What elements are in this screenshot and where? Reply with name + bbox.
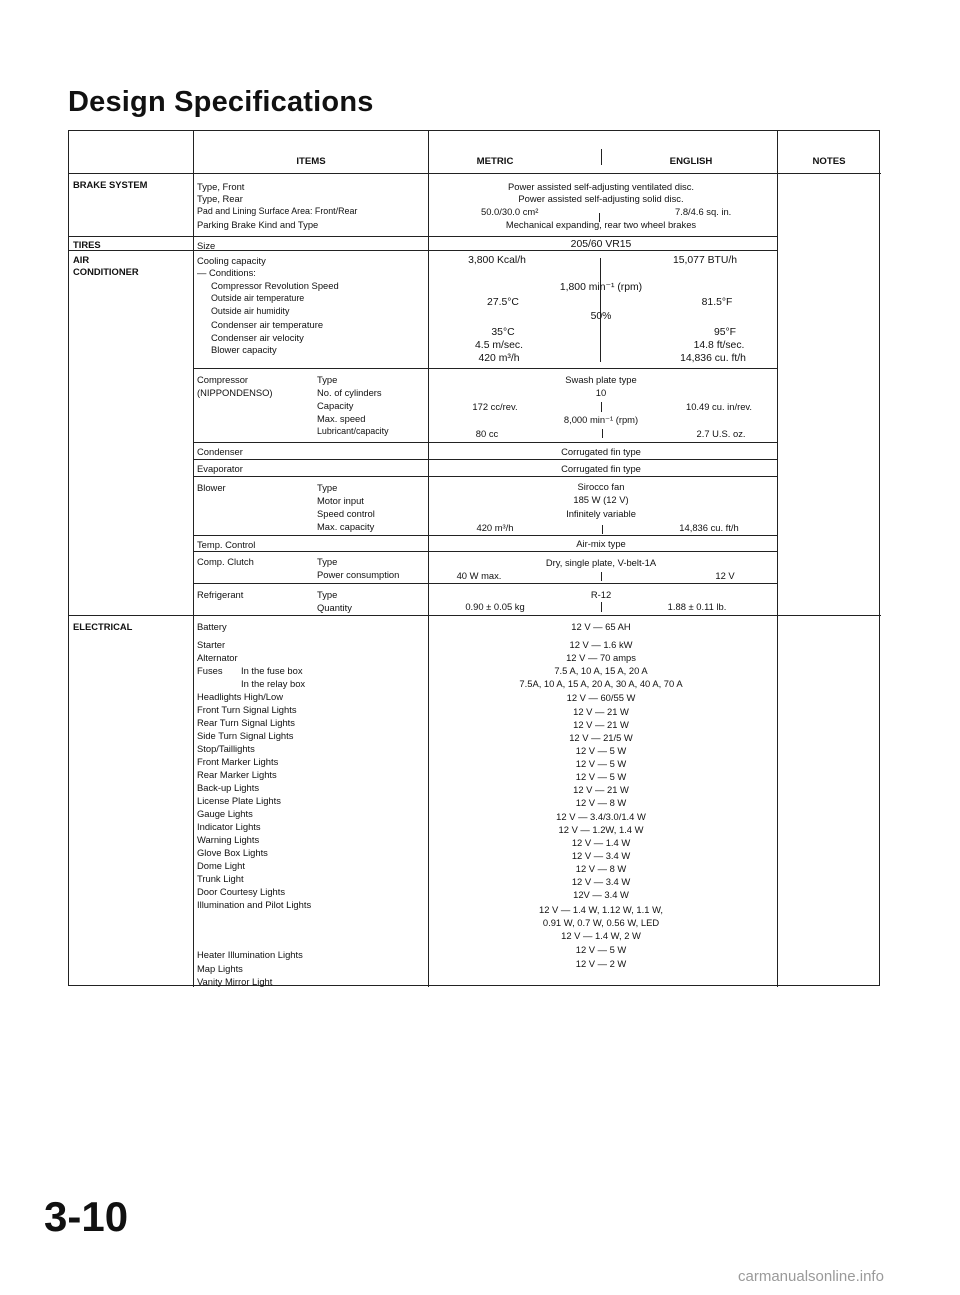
value-cell: 8,000 min⁻¹ (rpm) (563, 414, 639, 425)
metric-value: 420 m³/h (478, 353, 520, 364)
item-label: Compressor Revolution Speed (211, 280, 339, 291)
item-label: Fuses (197, 665, 223, 676)
english-value: 95°F (713, 327, 737, 338)
metric-value: 172 cc/rev. (472, 401, 518, 412)
electrical-item-label: Stop/Taillights (197, 743, 255, 754)
electrical-value: 12 V — 3.4 W (571, 850, 631, 861)
english-value: 12 V (715, 570, 735, 581)
metric-value: 40 W max. (456, 570, 502, 581)
electrical-item-label: Glove Box Lights (197, 847, 268, 858)
electrical-value: 12 V — 5 W (575, 745, 627, 756)
electrical-item-label: Illumination and Pilot Lights (197, 899, 312, 910)
spec-table (68, 130, 880, 986)
value-cell: R-12 (590, 589, 612, 600)
section-tires: TIRES (73, 239, 101, 250)
electrical-value: 12 V — 8 W (575, 797, 627, 808)
electrical-item-label: Side Turn Signal Lights (197, 730, 294, 741)
section-air-conditioner: AIR CONDITIONER (73, 254, 139, 277)
english-value: 7.8/4.6 sq. in. (675, 206, 732, 217)
item-label: Starter (197, 639, 226, 650)
item-label: Outside air humidity (211, 306, 290, 316)
sub-item-label: Capacity (317, 400, 354, 411)
electrical-item-label: Back-up Lights (197, 782, 260, 793)
value-cell: 185 W (12 V) (573, 494, 629, 505)
section-electrical: ELECTRICAL (73, 621, 133, 632)
row-divider (69, 615, 881, 616)
electrical-value: 12 V — 5 W (575, 758, 627, 769)
electrical-value: 12 V — 21/5 W (569, 732, 633, 743)
item-label: Evaporator (197, 463, 243, 474)
electrical-item-label: Rear Turn Signal Lights (197, 717, 295, 728)
value-cell: 205/60 VR15 (570, 239, 632, 250)
column-divider (428, 131, 429, 987)
row-divider (193, 476, 777, 477)
electrical-value: 7.5 A, 10 A, 15 A, 20 A (554, 665, 648, 676)
electrical-value: 12 V — 8 W (575, 863, 627, 874)
row-divider (193, 442, 777, 443)
sub-item-label: Lubricant/capacity (317, 426, 389, 436)
item-label: Refrigerant (197, 589, 244, 600)
value-cell: Corrugated fin type (561, 463, 641, 474)
metric-value: 80 cc (475, 428, 499, 439)
item-label: Parking Brake Kind and Type (197, 219, 319, 230)
sub-item-label: Power consumption (317, 569, 400, 580)
electrical-item-label: Warning Lights (197, 834, 260, 845)
column-divider (193, 131, 194, 987)
item-label: (NIPPONDENSO) (197, 387, 273, 398)
electrical-value: 7.5A, 10 A, 15 A, 20 A, 30 A, 40 A, 70 A (519, 678, 683, 689)
column-divider (601, 149, 602, 165)
page-title: Design Specifications (68, 86, 374, 118)
item-label: Compressor (197, 374, 249, 385)
metric-value: 0.90 ± 0.05 kg (465, 601, 525, 612)
split-mark (601, 572, 602, 581)
electrical-item-label: Rear Marker Lights (197, 769, 277, 780)
sub-item-label: Type (317, 556, 338, 567)
metric-value: 420 m³/h (476, 522, 514, 533)
sub-item-label: Quantity (317, 602, 352, 613)
electrical-value: 12 V — 1.4 W (571, 837, 631, 848)
electrical-item-label: Front Turn Signal Lights (197, 704, 297, 715)
sub-item-label: Speed control (317, 508, 375, 519)
split-mark (602, 429, 603, 438)
value-cell: Swash plate type (565, 374, 637, 385)
item-label: Type, Front (197, 181, 245, 192)
electrical-item-label: Gauge Lights (197, 808, 253, 819)
row-divider (193, 551, 777, 552)
item-label: Battery (197, 621, 227, 632)
item-label: Heater Illumination Lights (197, 949, 303, 960)
item-label: Condenser (197, 446, 243, 457)
watermark: carmanualsonline.info (738, 1268, 884, 1285)
row-divider (193, 368, 777, 369)
value-cell: Power assisted self-adjusting solid disc. (518, 193, 684, 204)
item-label: Alternator (197, 652, 238, 663)
electrical-value: 12 V — 21 W (573, 706, 629, 717)
row-divider (69, 250, 777, 251)
header-notes: NOTES (812, 156, 846, 167)
electrical-value: 12 V — 2 W (575, 958, 627, 969)
sub-item-label: Motor input (317, 495, 364, 506)
value-cell: Dry, single plate, V-belt-1A (545, 557, 657, 568)
electrical-item-label: Door Courtesy Lights (197, 886, 286, 897)
electrical-value: 12 V — 21 W (573, 784, 629, 795)
value-cell: 10 (595, 387, 607, 398)
row-divider (69, 236, 777, 237)
electrical-value: 12 V — 60/55 W (566, 692, 636, 703)
metric-value: 27.5°C (487, 297, 519, 308)
header-english: ENGLISH (669, 156, 713, 167)
english-value: 14,836 cu. ft/h (680, 353, 746, 364)
item-label: Condenser air temperature (211, 319, 324, 330)
electrical-value: 12 V — 21 W (573, 719, 629, 730)
item-label: Pad and Lining Surface Area: Front/Rear (197, 206, 358, 216)
item-label: — Conditions: (197, 267, 256, 278)
english-value: 1.88 ± 0.11 lb. (667, 601, 727, 612)
metric-value: 35°C (491, 327, 515, 338)
electrical-value: 12 V — 1.4 W, 1.12 W, 1.1 W, (538, 904, 664, 915)
electrical-item-label: Headlights High/Low (197, 691, 283, 702)
electrical-item-label: Front Marker Lights (197, 756, 279, 767)
item-label: Size (197, 240, 216, 251)
english-value: 2.7 U.S. oz. (696, 428, 746, 439)
english-value: 81.5°F (701, 297, 733, 308)
sub-item-label: Max. capacity (317, 521, 375, 532)
value-cell: 1,800 min⁻¹ (rpm) (559, 282, 643, 293)
item-label: Type, Rear (197, 193, 243, 204)
row-divider (193, 535, 777, 536)
item-label: Cooling capacity (197, 255, 266, 266)
english-value: 15,077 BTU/h (672, 255, 738, 266)
english-value: 10.49 cu. in/rev. (685, 401, 753, 412)
sub-item-label: Type (317, 589, 338, 600)
row-divider (193, 583, 777, 584)
item-label: Map Lights (197, 963, 243, 974)
value-cell: Infinitely variable (566, 508, 636, 519)
item-label: Blower (197, 482, 226, 493)
electrical-value: 12 V — 1.2W, 1.4 W (558, 824, 644, 835)
header-items: ITEMS (296, 156, 326, 167)
split-mark (601, 602, 602, 612)
sub-item-label: In the relay box (241, 678, 306, 689)
electrical-value: 12 V — 5 W (575, 771, 627, 782)
electrical-value: 12 V — 1.4 W, 2 W (561, 930, 641, 941)
page-number: 3-10 (44, 1193, 129, 1240)
item-label: Outside air temperature (211, 293, 305, 303)
english-value: 14.8 ft/sec. (693, 340, 745, 351)
electrical-item-label: License Plate Lights (197, 795, 281, 806)
metric-value: 3,800 Kcal/h (468, 255, 526, 266)
row-divider (193, 459, 777, 460)
split-mark (600, 258, 601, 362)
electrical-value: 12 V — 5 W (575, 944, 627, 955)
item-label: Blower capacity (211, 344, 277, 355)
column-divider (777, 131, 778, 987)
english-value: 14,836 cu. ft/h (679, 522, 739, 533)
value-cell: Sirocco fan (577, 481, 625, 492)
sub-item-label: Type (317, 374, 338, 385)
sub-item-label: Max. speed (317, 413, 366, 424)
metric-value: 4.5 m/sec. (475, 340, 523, 351)
sub-item-label: Type (317, 482, 338, 493)
electrical-value: 0.91 W, 0.7 W, 0.56 W, LED (542, 917, 660, 928)
electrical-item-label: Indicator Lights (197, 821, 261, 832)
value-cell: Corrugated fin type (561, 446, 641, 457)
value-cell: Air-mix type (576, 538, 626, 549)
item-label: Condenser air velocity (211, 332, 304, 343)
item-label: Vanity Mirror Light (197, 976, 273, 987)
electrical-value: 12 V — 70 amps (566, 652, 636, 663)
metric-value: 50.0/30.0 cm² (481, 206, 539, 217)
sub-item-label: In the fuse box (241, 665, 303, 676)
split-mark (601, 402, 602, 412)
electrical-item-label: Dome Light (197, 860, 245, 871)
split-mark (602, 525, 603, 534)
item-label: Comp. Clutch (197, 556, 254, 567)
electrical-value: 12 V — 65 AH (571, 621, 631, 632)
sub-item-label: No. of cylinders (317, 387, 382, 398)
header-metric: METRIC (476, 156, 514, 167)
value-cell: Mechanical expanding, rear two wheel brakes (505, 219, 697, 230)
electrical-value: 12 V — 1.6 kW (569, 639, 633, 650)
row-divider (69, 173, 881, 174)
electrical-value: 12 V — 3.4/3.0/1.4 W (556, 811, 646, 822)
value-cell: 50% (590, 311, 612, 322)
electrical-item-label: Trunk Light (197, 873, 244, 884)
item-label: Temp. Control (197, 539, 256, 550)
electrical-value: 12V — 3.4 W (573, 889, 629, 900)
section-brake-system: BRAKE SYSTEM (73, 179, 148, 190)
electrical-value: 12 V — 3.4 W (571, 876, 631, 887)
value-cell: Power assisted self-adjusting ventilated disc. (507, 181, 695, 192)
